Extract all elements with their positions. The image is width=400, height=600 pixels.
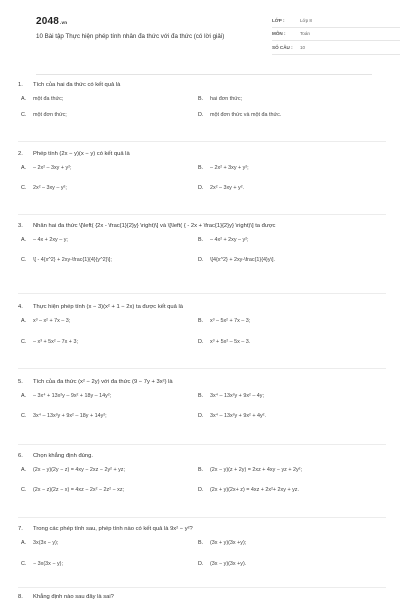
option-text: 2x² – 3xy – y²;: [33, 185, 67, 191]
question-text: Phép tính (2x − y)(x − y) có kết quả là: [33, 151, 130, 157]
question-number: 3.: [18, 223, 23, 229]
question-8: [18, 593, 386, 600]
option-letter: B.: [198, 540, 204, 546]
option-text: 3x⁴ – 13x²y + 9x² + 4y².: [210, 413, 266, 419]
option-text: – 2x² + 3xy + y²;: [210, 165, 249, 171]
option-text: – x³ + 5x² – 7x + 3;: [33, 339, 78, 345]
meta-row-subject: [272, 28, 400, 42]
option-letter: A.: [21, 318, 27, 324]
question-divider: [18, 444, 386, 445]
option-a[interactable]: [18, 236, 190, 244]
option-text: 3x⁴ – 13x²y + 9x² – 4y;: [210, 393, 265, 399]
option-text: 3x(3x − y);: [33, 540, 59, 546]
option-text: \[ - 4{x^2} + 2xy-\frac{1}{4}{y^2}\];: [33, 257, 112, 263]
option-text: x³ + 5x² – 5x – 3.: [210, 339, 251, 345]
option-b[interactable]: [195, 95, 367, 103]
option-d[interactable]: [195, 256, 367, 264]
question-text: Nhân hai đa thức \[\left( {2x - \frac{1}{2}y} \right)\] và \[\left( { - 2x + \frac{1}{2}y} \right)\] ta được: [33, 223, 276, 229]
option-d[interactable]: [195, 486, 367, 494]
option-b[interactable]: [195, 317, 367, 325]
question-4: [18, 303, 386, 354]
option-letter: C.: [21, 561, 27, 567]
question-divider: [18, 141, 386, 142]
question-5: [18, 378, 386, 428]
option-text: – 3x⁴ + 13x²y – 9x² + 18y – 14y²;: [33, 393, 112, 399]
question-number: 2.: [18, 151, 23, 157]
option-text: một đơn thức;: [33, 112, 67, 118]
site-logo[interactable]: [36, 16, 67, 27]
question-1: [18, 81, 386, 127]
worksheet-meta: [272, 14, 400, 55]
question-text: Chọn khẳng định đúng.: [33, 453, 93, 459]
option-letter: A.: [21, 393, 27, 399]
option-b[interactable]: [195, 539, 367, 547]
option-letter: C.: [21, 257, 27, 263]
option-letter: C.: [21, 112, 27, 118]
question-text: Tích của hai đa thức có kết quả là: [33, 82, 121, 88]
question-options: [18, 466, 386, 502]
question-number: 7.: [18, 526, 23, 532]
option-letter: A.: [21, 237, 27, 243]
option-letter: D.: [198, 112, 204, 118]
option-c[interactable]: [18, 338, 190, 346]
question-number: 8.: [18, 594, 23, 600]
question-options: [18, 236, 386, 272]
meta-key: MÔN :: [272, 31, 286, 37]
option-text: một đơn thức và một đa thức.: [210, 112, 282, 118]
option-letter: C.: [21, 339, 27, 345]
question-text: Trong các phép tính sau, phép tính nào có kết quả là 9x² − y²?: [33, 526, 193, 532]
question-text: Tích của đa thức (x² − 2y) với đa thức (9 − 7y + 3x²) là: [33, 379, 173, 385]
option-text: (2x − y)(2y − z) = 4xy − 2xz − 2y² + yz;: [33, 467, 125, 473]
option-letter: B.: [198, 96, 204, 102]
option-letter: C.: [21, 185, 27, 191]
option-letter: A.: [21, 540, 27, 546]
question-text: Thực hiện phép tính (x − 3)(x² + 1 − 2x) ta được kết quả là: [33, 304, 183, 310]
question-options: [18, 317, 386, 354]
option-text: (2x − z)(2z − x) = 4xz − 2x² − 2z² − xz;: [33, 487, 125, 493]
option-letter: B.: [198, 393, 204, 399]
option-c[interactable]: [18, 184, 190, 192]
meta-value: 10: [300, 44, 306, 50]
option-letter: B.: [198, 165, 204, 171]
question-divider: [18, 587, 386, 588]
question-options: [18, 95, 386, 127]
option-letter: B.: [198, 318, 204, 324]
option-text: – 2x² – 3xy + y²;: [33, 165, 72, 171]
meta-row-grade: [272, 14, 400, 28]
question-options: [18, 539, 386, 576]
question-divider: [18, 368, 386, 369]
option-a[interactable]: [18, 95, 190, 103]
meta-key: LỚP :: [272, 17, 285, 23]
option-letter: C.: [21, 487, 27, 493]
option-text: x³ – x² + 7x – 3;: [33, 318, 71, 324]
option-d[interactable]: [195, 338, 367, 346]
option-letter: D.: [198, 339, 204, 345]
option-d[interactable]: [195, 560, 367, 568]
question-number: 1.: [18, 82, 23, 88]
option-text: x³ – 5x² + 7x – 3;: [210, 318, 251, 324]
option-text: một đa thức;: [33, 96, 64, 102]
option-letter: A.: [21, 165, 27, 171]
option-text: \[4{x^2} + 2xy-\frac{1}{4}y\].: [210, 257, 276, 263]
option-b[interactable]: [195, 236, 367, 244]
question-divider: [18, 214, 386, 215]
option-a[interactable]: [18, 392, 190, 400]
option-letter: D.: [198, 257, 204, 263]
header-divider: [36, 74, 372, 75]
logo-text: 2048: [36, 16, 60, 27]
option-b[interactable]: [195, 466, 367, 474]
option-letter: D.: [198, 413, 204, 419]
option-letter: C.: [21, 413, 27, 419]
option-c[interactable]: [18, 111, 190, 119]
option-c[interactable]: [18, 486, 190, 494]
option-text: − 3x(3x − y);: [33, 561, 63, 567]
option-text: (2x − y)(z + 2y) = 2xz + 4xy − yz + 2y²;: [210, 467, 302, 473]
option-b[interactable]: [195, 164, 367, 172]
option-text: 2x² – 3xy + y².: [210, 185, 245, 191]
option-a[interactable]: [18, 539, 190, 547]
option-text: (3x + y)(3x +y);: [210, 540, 247, 546]
question-options: [18, 392, 386, 428]
meta-value: Toán: [300, 31, 310, 37]
question-divider: [18, 517, 386, 518]
meta-row-question-count: [272, 41, 400, 55]
option-d[interactable]: [195, 184, 367, 192]
question-divider: [18, 293, 386, 294]
question-number: 5.: [18, 379, 23, 385]
question-6: [18, 452, 386, 502]
option-letter: D.: [198, 561, 204, 567]
worksheet-title: 10 Bài tập Thực hiện phép tính nhân đa thức với đa thức (có lời giải): [36, 33, 225, 40]
option-text: (3x − y)(3x +y).: [210, 561, 247, 567]
question-7: [18, 525, 386, 576]
question-text: Khẳng định nào sau đây là sai?: [33, 594, 114, 600]
option-c[interactable]: [18, 256, 190, 264]
option-c[interactable]: [18, 560, 190, 568]
meta-key: SỐ CÂU :: [272, 44, 293, 50]
option-letter: D.: [198, 185, 204, 191]
option-letter: B.: [198, 467, 204, 473]
question-number: 4.: [18, 304, 23, 310]
meta-value: Lớp 8: [300, 17, 312, 23]
worksheet-header: [18, 0, 386, 78]
option-letter: D.: [198, 487, 204, 493]
option-text: – 4x + 2xy – y;: [33, 237, 68, 243]
option-c[interactable]: [18, 412, 190, 420]
question-number: 6.: [18, 453, 23, 459]
option-b[interactable]: [195, 392, 367, 400]
option-letter: B.: [198, 237, 204, 243]
question-2: [18, 150, 386, 200]
option-text: – 4x² + 2xy – y²;: [210, 237, 249, 243]
option-a[interactable]: [18, 466, 190, 474]
option-letter: A.: [21, 96, 27, 102]
question-3: [18, 222, 386, 272]
option-text: 3x⁴ – 13x²y + 9x² – 18y + 14y²;: [33, 413, 107, 419]
option-text: (2x + y)(2x+ z) = 4xz + 2x²+ 2xy + yz.: [210, 487, 299, 493]
logo-suffix: .vn: [60, 20, 68, 25]
option-a[interactable]: [18, 317, 190, 325]
option-letter: A.: [21, 467, 27, 473]
option-a[interactable]: [18, 164, 190, 172]
question-options: [18, 164, 386, 200]
option-d[interactable]: [195, 412, 367, 420]
option-text: hai đơn thức;: [210, 96, 243, 102]
option-d[interactable]: [195, 111, 367, 119]
